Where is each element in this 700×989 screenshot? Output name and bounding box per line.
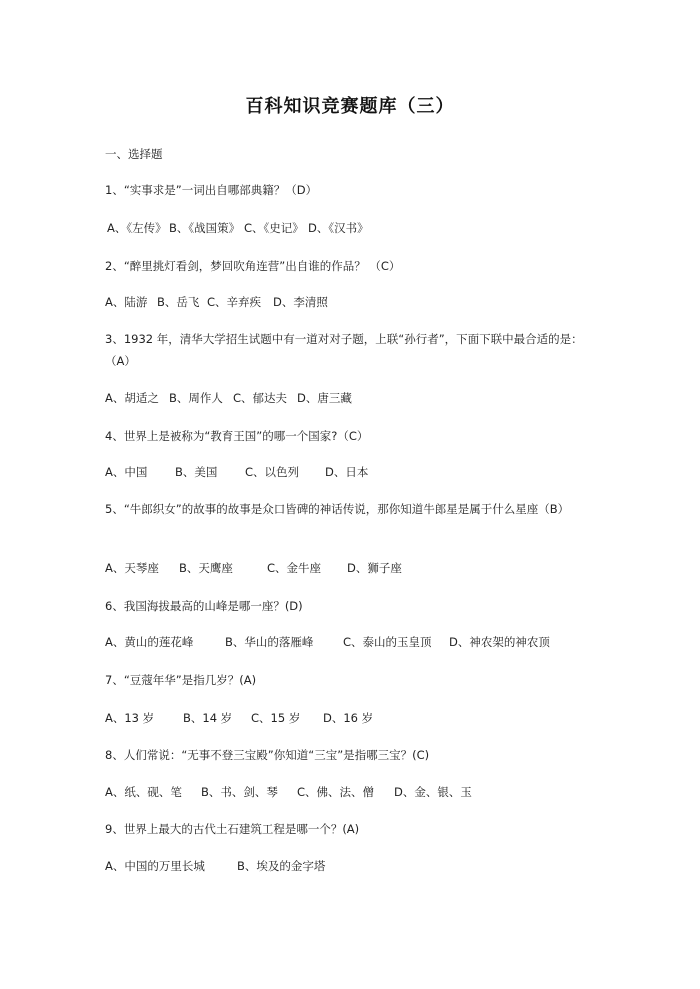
option-1d: D、《汉书》 [308, 221, 369, 235]
option-6a: A、黄山的莲花峰 [105, 635, 194, 649]
option-4d: D、日本 [325, 465, 369, 479]
option-7c: C、15 岁 [251, 711, 301, 725]
options-5 [105, 558, 402, 578]
option-5d: D、狮子座 [347, 561, 402, 575]
options-9 [105, 856, 325, 876]
option-4b: B、美国 [175, 465, 218, 479]
option-7b: B、14 岁 [183, 711, 233, 725]
question-1: 1、“实事求是”一词出自哪部典籍？（D） [105, 183, 318, 197]
page-title: 百科知识竞赛题库（三） [245, 96, 455, 117]
question-2: 2、“醉里挑灯看剑，梦回吹角连营”出自谁的作品？ （C） [105, 259, 401, 273]
option-5b: B、天鹰座 [179, 561, 233, 575]
options-8 [105, 782, 472, 802]
option-2a: A、陆游 [105, 295, 148, 309]
question-4: 4、世界上是被称为“教育王国”的哪一个国家?（C） [105, 429, 369, 443]
option-5a: A、天琴座 [105, 561, 159, 575]
option-1a: A、《左传》 [107, 221, 167, 235]
option-2b: B、岳飞 [157, 295, 200, 309]
options-4 [105, 462, 368, 482]
option-8b: B、书、剑、琴 [201, 785, 278, 799]
option-8c: C、佛、法、僧 [297, 785, 375, 799]
question-9: 9、世界上最大的古代土石建筑工程是哪一个？(A) [105, 822, 360, 836]
options-2 [105, 292, 328, 312]
options-7 [105, 708, 373, 728]
options-6 [105, 632, 550, 652]
option-3d: D、唐三藏 [297, 391, 352, 405]
option-8d: D、金、银、玉 [394, 785, 472, 799]
question-3: 3、1932 年，清华大学招生试题中有一道对对子题，上联“孙行者”，下面下联中最合适的是：（A） [105, 332, 583, 368]
question-5: 5、“牛郎织女”的故事的故事是众口皆碑的神话传说，那你知道牛郎星是属于什么星座（B） [105, 502, 570, 516]
option-6b: B、华山的落雁峰 [225, 635, 314, 649]
option-9a: A、中国的万里长城 [105, 859, 205, 873]
option-3b: B、周作人 [169, 391, 223, 405]
option-8a: A、纸、砚、笔 [105, 785, 182, 799]
option-5c: C、金牛座 [267, 561, 322, 575]
option-6d: D、神农架的神农顶 [449, 635, 550, 649]
option-9b: B、埃及的金字塔 [237, 859, 326, 873]
option-7d: D、16 岁 [323, 711, 374, 725]
options-1 [107, 218, 369, 238]
option-2c: C、辛弃疾 [207, 295, 262, 309]
option-3c: C、郁达夫 [233, 391, 288, 405]
question-8: 8、人们常说：“无事不登三宝殿”你知道“三宝”是指哪三宝？(C) [105, 748, 430, 762]
options-3 [105, 388, 352, 408]
option-1b: B、《战国策》 [169, 221, 241, 235]
question-7: 7、“豆蔻年华”是指几岁？(A) [105, 673, 257, 687]
question-6: 6、我国海拔最高的山峰是哪一座？(D) [105, 599, 303, 613]
option-1c: C、《史记》 [244, 221, 304, 235]
option-3a: A、胡适之 [105, 391, 159, 405]
section-heading: 一、选择题 [105, 147, 163, 161]
option-4a: A、中国 [105, 465, 148, 479]
option-2d: D、李清照 [273, 295, 328, 309]
option-4c: C、以色列 [245, 465, 300, 479]
option-7a: A、13 岁 [105, 711, 155, 725]
option-6c: C、泰山的玉皇顶 [343, 635, 432, 649]
